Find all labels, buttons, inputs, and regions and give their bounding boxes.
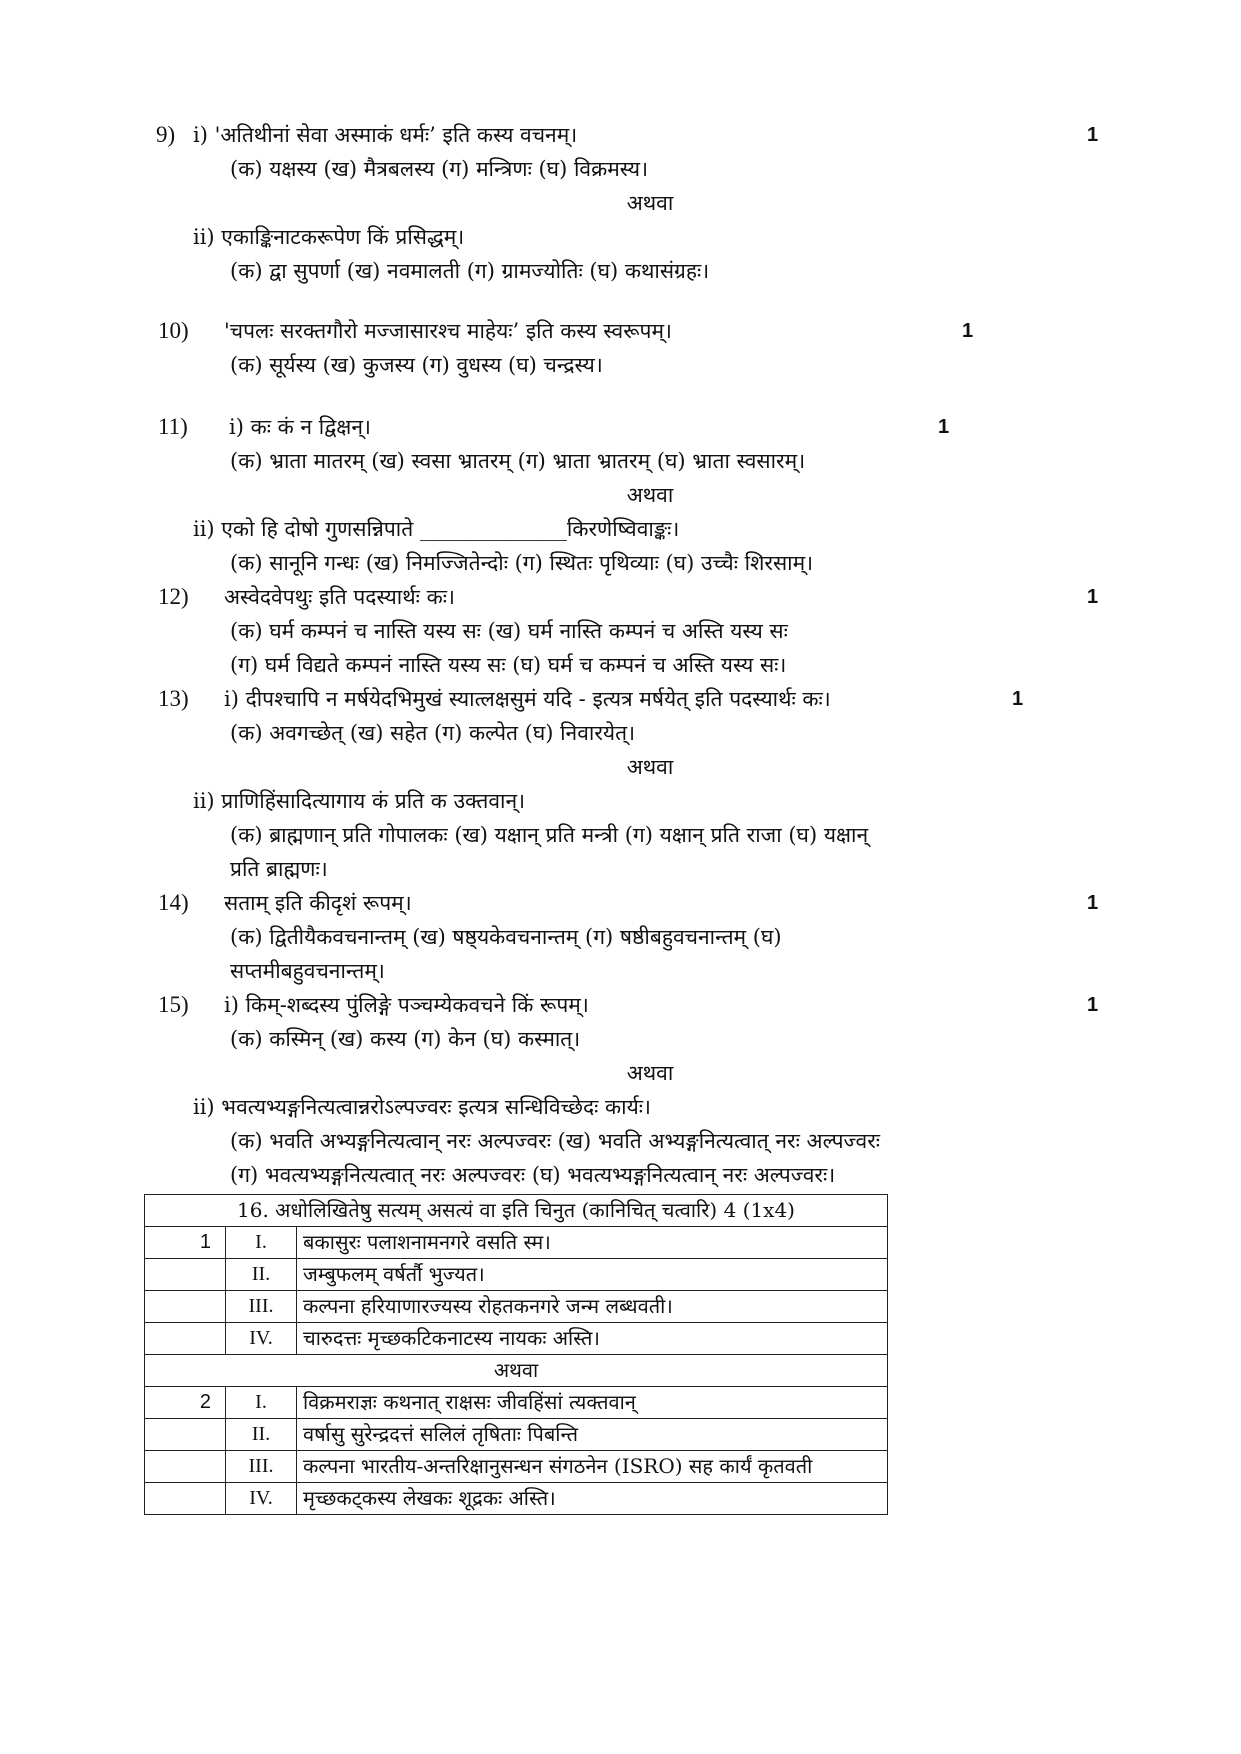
q16-athava: अथवा [145, 1355, 888, 1387]
q13-athava: अथवा [626, 755, 674, 779]
row-numeral: I. [226, 1227, 297, 1259]
row-numeral: IV. [226, 1483, 297, 1515]
q13-number: 13) [158, 686, 189, 711]
q10-text: 'चपलः सरक्तगौरो मज्जासारश्च माहेयः’ इति कस्य स्वरूपम्। [224, 319, 672, 343]
q11-mark: 1 [938, 416, 950, 438]
q14-options-2: सप्तमीबहुवचनान्तम्। [230, 959, 385, 983]
row-numeral: III. [226, 1451, 297, 1483]
q15-mark: 1 [1087, 994, 1099, 1016]
q11-athava: अथवा [626, 483, 674, 507]
q12-mark: 1 [1087, 586, 1099, 608]
q14-text: सताम् इति कीदृशं रूपम्। [224, 891, 412, 915]
q16-set1-label: 1 [145, 1227, 226, 1259]
table-row [145, 1227, 888, 1259]
q10-options: (क) सूर्यस्य (ख) कुजस्य (ग) वुधस्य (घ) चन्द्रस्य। [230, 353, 603, 377]
q12-text: अस्वेदवेपथुः इति पदस्यार्थः कः। [224, 585, 455, 609]
q11-part-ii: ii) एको हि दोषो गुणसन्निपाते ______________किरणेष्विवाङ्कः। [193, 517, 680, 541]
q14-options-1: (क) द्वितीयैकवचनान्तम् (ख) षष्ठ्यकेवचनान्तम् (ग) षष्ठीबहुवचनान्तम् (घ) [230, 925, 782, 949]
table-row [145, 1259, 888, 1291]
row-numeral: II. [226, 1259, 297, 1291]
q9-options-ii: (क) द्वा सुपर्णा (ख) नवमालती (ग) ग्रामज्योतिः (घ) कथासंग्रहः। [230, 259, 710, 283]
row-statement: मृच्छकट्कस्य लेखकः शूद्रकः अस्ति। [297, 1483, 888, 1515]
q14-mark: 1 [1087, 892, 1099, 914]
q9-number: 9) [156, 122, 176, 147]
q15-part-ii: ii) भवत्यभ्यङ्गनित्यत्वान्नरोऽल्पज्वरः इत्यत्र सन्धिविच्छेदः कार्यः। [193, 1095, 651, 1119]
q15-options-i: (क) कस्मिन् (ख) कस्य (ग) केन (घ) कस्मात्। [230, 1027, 581, 1051]
q15-part-i: i) किम्-शब्दस्य पुंलिङ्गे पञ्चम्येकवचने किं रूपम्। [224, 993, 589, 1017]
row-numeral: IV. [226, 1323, 297, 1355]
q13-options-ii-1: (क) ब्राह्मणान् प्रति गोपालकः (ख) यक्षान् प्रति मन्त्री (ग) यक्षान् प्रति राजा (घ) यक्षान् [230, 823, 869, 847]
q9-mark: 1 [1087, 124, 1099, 146]
q15-options-ii-2: (ग) भवत्यभ्यङ्गनित्यत्वात् नरः अल्पज्वरः (घ) भवत्यभ्यङ्गनित्यत्वान् नरः अल्पज्वरः। [230, 1163, 836, 1187]
row-statement: कल्पना भारतीय-अन्तरिक्षानुसन्धन संगठनेन (ISRO) सह कार्यं कृतवती [297, 1451, 888, 1483]
q10-number: 10) [158, 318, 189, 343]
q16-header: 16. अधोलिखितेषु सत्यम् असत्यं वा इति चिनुत (कानिचित् चत्वारि) 4 (1x4) [145, 1195, 888, 1227]
q11-number: 11) [158, 414, 188, 439]
row-statement: वर्षासु सुरेन्द्रदत्तं सलिलं तृषिताः पिबन्ति [297, 1419, 888, 1451]
row-statement: बकासुरः पलाशनामनगरे वसति स्म। [297, 1227, 888, 1259]
q12-options-2: (ग) घर्म विद्यते कम्पनं नास्ति यस्य सः (घ) घर्म च कम्पनं च अस्ति यस्य सः। [230, 653, 787, 677]
row-statement: चारुदत्तः मृच्छकटिकनाटस्य नायकः अस्ति। [297, 1323, 888, 1355]
q15-athava: अथवा [626, 1061, 674, 1085]
q9-part-ii: ii) एकाङ्किनाटकरूपेण किं प्रसिद्धम्। [193, 225, 465, 249]
q11-part-i: i) कः कं न द्विक्षन्। [229, 415, 371, 439]
row-statement: जम्बुफलम् वर्षर्तौ भुज्यत। [297, 1259, 888, 1291]
q16-set2-label: 2 [145, 1387, 226, 1419]
row-numeral: I. [226, 1387, 297, 1419]
q15-number: 15) [158, 992, 189, 1017]
table-row [145, 1291, 888, 1323]
q9-part-i: i) 'अतिथीनां सेवा अस्माकं धर्मः’ इति कस्य वचनम्। [193, 123, 578, 147]
q15-options-ii-1: (क) भवति अभ्यङ्गनित्यत्वान् नरः अल्पज्वरः (ख) भवति अभ्यङ्गनित्यत्वात् नरः अल्पज्वरः [230, 1129, 881, 1153]
q11-options-i: (क) भ्राता मातरम् (ख) स्वसा भ्रातरम् (ग) भ्राता भ्रातरम् (घ) भ्राता स्वसारम्। [230, 449, 806, 473]
table-row [145, 1419, 888, 1451]
q13-options-i: (क) अवगच्छेत् (ख) सहेत (ग) कल्पेत (घ) निवारयेत्। [230, 721, 636, 745]
q9-athava: अथवा [626, 191, 674, 215]
q12-options-1: (क) घर्म कम्पनं च नास्ति यस्य सः (ख) घर्म नास्ति कम्पनं च अस्ति यस्य सः [230, 619, 788, 643]
row-numeral: II. [226, 1419, 297, 1451]
q16-table [144, 1194, 888, 1515]
q10-mark: 1 [962, 320, 974, 342]
q13-options-ii-2: प्रति ब्राह्मणः। [230, 857, 328, 881]
row-statement: कल्पना हरियाणारज्यस्य रोहतकनगरे जन्म लब्धवती। [297, 1291, 888, 1323]
row-statement: विक्रमराज्ञः कथनात् राक्षसः जीवहिंसां त्यक्तवान् [297, 1387, 888, 1419]
row-numeral: III. [226, 1291, 297, 1323]
table-row [145, 1451, 888, 1483]
q11-options-ii: (क) सानूनि गन्धः (ख) निमज्जितेन्दोः (ग) स्थितः पृथिव्याः (घ) उच्चैः शिरसाम्। [230, 551, 814, 575]
q12-number: 12) [158, 584, 189, 609]
q9-options-i: (क) यक्षस्य (ख) मैत्रबलस्य (ग) मन्त्रिणः (घ) विक्रमस्य। [230, 157, 649, 181]
table-row [145, 1323, 888, 1355]
table-row [145, 1483, 888, 1515]
q13-mark: 1 [1012, 688, 1024, 710]
q13-part-i: i) दीपश्चापि न मर्षयेदभिमुखं स्यात्लक्षसुमं यदि - इत्यत्र मर्षयेत् इति पदस्यार्थः कः। [224, 687, 831, 711]
table-row [145, 1387, 888, 1419]
q13-part-ii: ii) प्राणिहिंसादित्यागाय कं प्रति क उक्तवान्। [193, 789, 526, 813]
q14-number: 14) [158, 890, 189, 915]
